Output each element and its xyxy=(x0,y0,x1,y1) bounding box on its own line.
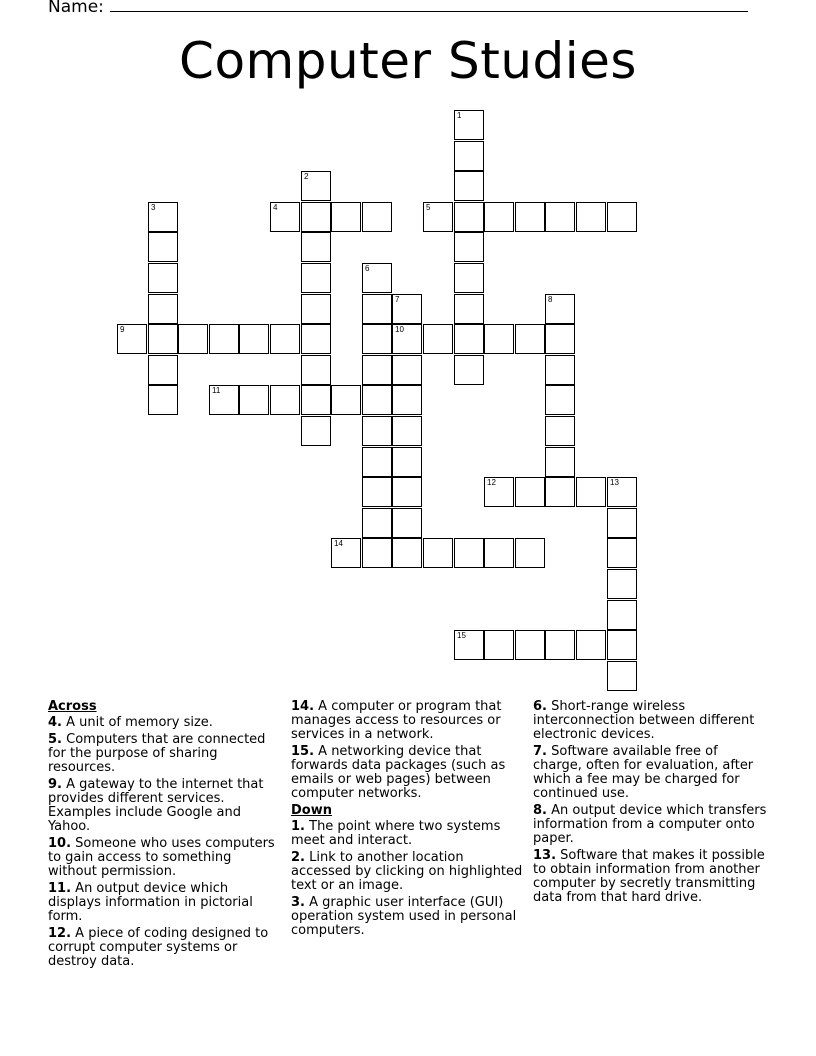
grid-cell[interactable] xyxy=(545,630,575,660)
clue-number: 1 xyxy=(457,111,462,120)
grid-cell[interactable] xyxy=(515,477,545,507)
clue-number: 12 xyxy=(487,478,496,487)
grid-cell[interactable] xyxy=(515,202,545,232)
clue-number: 2 xyxy=(304,172,309,181)
grid-cell[interactable] xyxy=(454,110,484,140)
grid-cell[interactable] xyxy=(607,477,637,507)
grid-cell[interactable] xyxy=(454,263,484,293)
grid-cell[interactable] xyxy=(545,447,575,477)
grid-cell[interactable] xyxy=(392,447,422,477)
grid-cell[interactable] xyxy=(454,538,484,568)
grid-cell[interactable] xyxy=(545,416,575,446)
clue-down-7: 7. Software available free of charge, often for evaluation, after which a fee may be charged for continued use. xyxy=(533,744,754,801)
grid-cell[interactable] xyxy=(362,355,392,385)
clue-down-2: 2. Link to another location accessed by clicking on highlighted text or an image. xyxy=(291,850,523,893)
grid-cell[interactable] xyxy=(454,324,484,354)
grid-cell[interactable] xyxy=(362,202,392,232)
grid-cell[interactable] xyxy=(301,171,331,201)
grid-cell[interactable] xyxy=(362,538,392,568)
grid-cell[interactable] xyxy=(576,477,606,507)
grid-cell[interactable] xyxy=(392,538,422,568)
grid-cell[interactable] xyxy=(362,477,392,507)
clue-down-8: 8. An output device which transfers information from a computer onto paper. xyxy=(533,803,767,846)
grid-cell[interactable] xyxy=(423,324,453,354)
grid-cell[interactable] xyxy=(331,385,361,415)
grid-cell[interactable] xyxy=(576,202,606,232)
grid-cell[interactable] xyxy=(148,232,178,262)
clue-down-3: 3. A graphic user interface (GUI) operation system used in personal computers. xyxy=(291,895,517,938)
grid-cell[interactable] xyxy=(607,569,637,599)
clue-across-14: 14. A computer or program that manages access to resources or services in a network. xyxy=(291,699,502,742)
grid-cell[interactable] xyxy=(454,202,484,232)
grid-cell[interactable] xyxy=(301,385,331,415)
grid-cell[interactable] xyxy=(515,630,545,660)
grid-cell[interactable] xyxy=(270,385,300,415)
clue-across-11: 11. An output device which displays information in pictorial form. xyxy=(48,881,253,924)
grid-cell[interactable] xyxy=(484,324,514,354)
across-heading: Across xyxy=(48,699,97,714)
grid-cell[interactable] xyxy=(148,385,178,415)
grid-cell[interactable] xyxy=(239,324,269,354)
clue-column-3 xyxy=(533,700,769,908)
grid-cell[interactable] xyxy=(270,324,300,354)
grid-cell[interactable] xyxy=(362,447,392,477)
grid-cell[interactable] xyxy=(209,324,239,354)
grid-cell[interactable] xyxy=(301,232,331,262)
grid-cell[interactable] xyxy=(301,416,331,446)
grid-cell[interactable] xyxy=(270,202,300,232)
grid-cell[interactable] xyxy=(148,324,178,354)
name-label: Name: xyxy=(48,0,104,17)
clue-across-10: 10. Someone who uses computers to gain access to something without permission. xyxy=(48,836,275,879)
grid-cell[interactable] xyxy=(362,294,392,324)
grid-cell[interactable] xyxy=(392,385,422,415)
grid-cell[interactable] xyxy=(392,355,422,385)
grid-cell[interactable] xyxy=(148,202,178,232)
clue-number: 11 xyxy=(212,386,221,395)
grid-cell[interactable] xyxy=(362,324,392,354)
clue-number: 3 xyxy=(151,203,156,212)
down-heading: Down xyxy=(291,803,332,818)
grid-cell[interactable] xyxy=(484,538,514,568)
clue-column-1 xyxy=(48,700,284,972)
clue-number: 6 xyxy=(365,264,370,273)
grid-cell[interactable] xyxy=(392,416,422,446)
clue-down-6: 6. Short-range wireless interconnection between different electronic devices. xyxy=(533,699,755,742)
grid-cell[interactable] xyxy=(362,385,392,415)
grid-cell[interactable] xyxy=(301,294,331,324)
clue-down-1: 1. The point where two systems meet and interact. xyxy=(291,819,501,848)
grid-cell[interactable] xyxy=(484,202,514,232)
grid-cell[interactable] xyxy=(607,538,637,568)
grid-cell[interactable] xyxy=(545,202,575,232)
grid-cell[interactable] xyxy=(607,202,637,232)
grid-cell[interactable] xyxy=(576,630,606,660)
grid-cell[interactable] xyxy=(515,538,545,568)
grid-cell[interactable] xyxy=(301,202,331,232)
clue-number: 4 xyxy=(273,203,278,212)
grid-cell[interactable] xyxy=(454,294,484,324)
clue-across-12: 12. A piece of coding designed to corrupt computer systems or destroy data. xyxy=(48,926,269,969)
grid-cell[interactable] xyxy=(607,508,637,538)
clue-number: 9 xyxy=(120,325,125,334)
grid-cell[interactable] xyxy=(454,171,484,201)
grid-cell[interactable] xyxy=(331,538,361,568)
grid-cell[interactable] xyxy=(607,630,637,660)
grid-cell[interactable] xyxy=(545,477,575,507)
clue-number: 5 xyxy=(426,203,431,212)
grid-cell[interactable] xyxy=(301,324,331,354)
clue-across-4: 4. A unit of memory size. xyxy=(48,715,213,730)
clue-across-5: 5. Computers that are connected for the purpose of sharing resources. xyxy=(48,732,266,775)
grid-cell[interactable] xyxy=(423,538,453,568)
grid-cell[interactable] xyxy=(423,202,453,232)
clue-column-2 xyxy=(291,700,527,941)
grid-cell[interactable] xyxy=(239,385,269,415)
page-title: Computer Studies xyxy=(179,32,637,90)
grid-cell[interactable] xyxy=(117,324,147,354)
grid-cell[interactable] xyxy=(148,355,178,385)
grid-cell[interactable] xyxy=(545,355,575,385)
grid-cell[interactable] xyxy=(607,661,637,691)
grid-cell[interactable] xyxy=(515,324,545,354)
grid-cell[interactable] xyxy=(545,385,575,415)
clue-number: 13 xyxy=(610,478,619,487)
clue-number: 10 xyxy=(395,325,404,334)
grid-cell[interactable] xyxy=(362,263,392,293)
grid-cell[interactable] xyxy=(301,263,331,293)
grid-cell[interactable] xyxy=(392,477,422,507)
grid-cell[interactable] xyxy=(301,355,331,385)
clue-number: 7 xyxy=(395,295,400,304)
clue-across-15: 15. A networking device that forwards data packages (such as emails or web pages) between computer networks. xyxy=(291,744,506,801)
grid-cell[interactable] xyxy=(362,416,392,446)
grid-cell[interactable] xyxy=(148,294,178,324)
grid-cell[interactable] xyxy=(454,630,484,660)
grid-cell[interactable] xyxy=(545,324,575,354)
grid-cell[interactable] xyxy=(209,385,239,415)
grid-cell[interactable] xyxy=(148,263,178,293)
grid-cell[interactable] xyxy=(392,294,422,324)
grid-cell[interactable] xyxy=(484,630,514,660)
grid-cell[interactable] xyxy=(178,324,208,354)
clue-number: 14 xyxy=(334,539,343,548)
clue-down-13: 13. Software that makes it possible to obtain information from another computer by secretly transmitting data from that hard drive. xyxy=(533,848,765,905)
grid-cell[interactable] xyxy=(454,232,484,262)
grid-cell[interactable] xyxy=(392,324,422,354)
clue-number: 15 xyxy=(457,631,466,640)
grid-cell[interactable] xyxy=(607,600,637,630)
clue-number: 8 xyxy=(548,295,553,304)
clue-across-9: 9. A gateway to the internet that provides different services. Examples include Google and Yahoo. xyxy=(48,777,264,834)
grid-cell[interactable] xyxy=(362,508,392,538)
grid-cell[interactable] xyxy=(331,202,361,232)
grid-cell[interactable] xyxy=(484,477,514,507)
grid-cell[interactable] xyxy=(392,508,422,538)
grid-cell[interactable] xyxy=(545,294,575,324)
grid-cell[interactable] xyxy=(454,141,484,171)
grid-cell[interactable] xyxy=(454,355,484,385)
